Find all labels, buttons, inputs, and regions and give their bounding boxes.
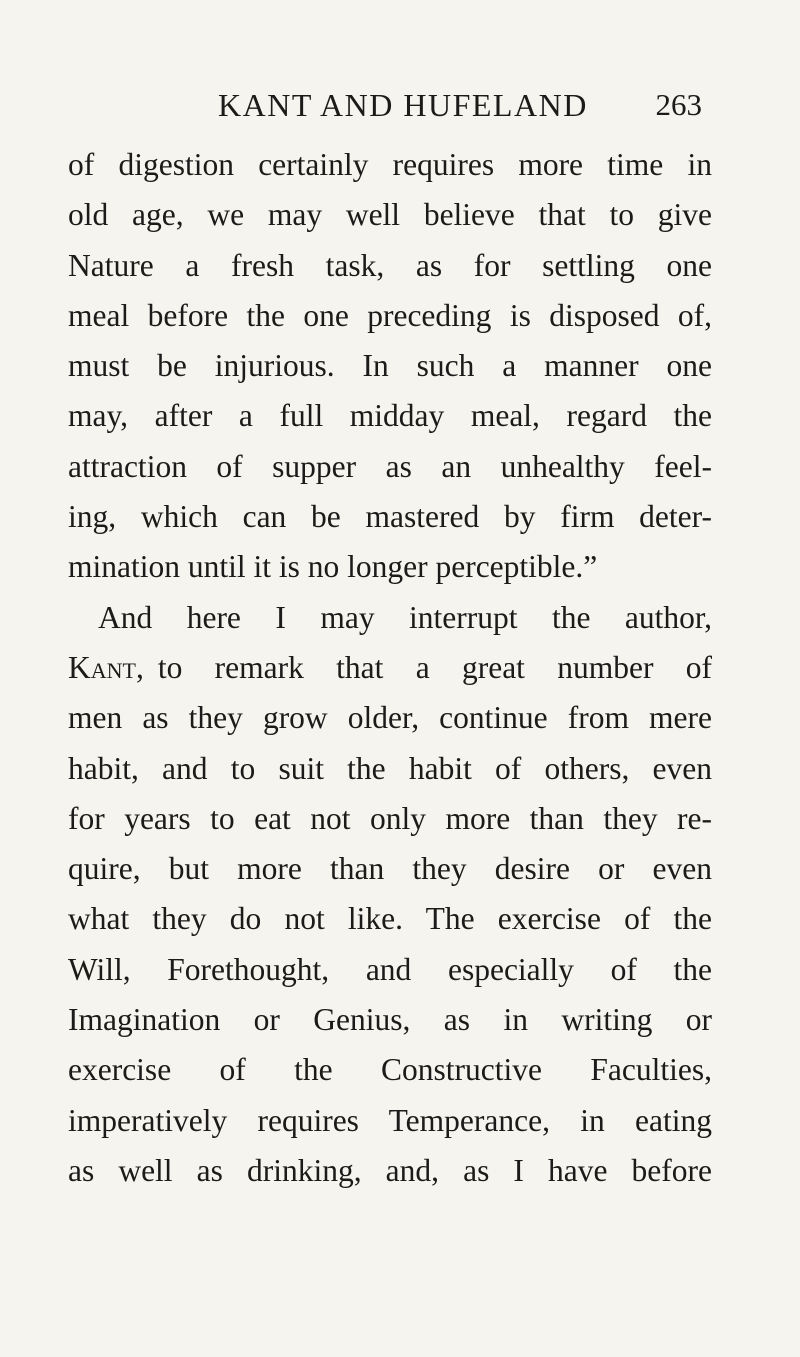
text-line-19: exercise of the Constructive Faculties, [68,1052,712,1088]
text-line-3: Nature a fresh task, as for settling one [68,247,712,283]
text-line-6: may, after a full midday meal, regard the [68,398,712,434]
text-line-17: Will, Forethought, and especially of the [68,951,712,987]
text-line-11 [68,643,712,693]
text-line-12: men as they grow older, continue from mere [68,700,712,736]
text-line-18: Imagination or Genius, as in writing or [68,1002,712,1038]
body-text [68,140,712,1196]
running-head [68,82,702,128]
text-line-9: mination until it is no longer perceptible.” [68,549,598,585]
text-line-1: of digestion certainly requires more time in [68,147,712,182]
text-line-4: meal before the one preceding is disposed of, [68,297,712,333]
text-line-20: imperatively requires Temperance, in eating [68,1102,712,1138]
text-line-8: ing, which can be mastered by firm deter- [68,499,712,535]
text-line-21: as well as drinking, and, as I have before [68,1152,712,1188]
text-line-11-rest: to remark that a great number of [157,649,712,685]
text-line-7: attraction of supper as an unhealthy feel- [68,448,712,484]
kant-name: Kant, [68,649,144,685]
text-line-16: what they do not like. The exercise of the [68,901,712,937]
page-number: 263 [655,87,702,122]
text-line-2: old age, we may well believe that to give [68,197,712,233]
running-title: KANT AND HUFELAND [218,87,588,123]
text-line-14: for years to eat not only more than they re- [68,800,712,836]
text-line-13: habit, and to suit the habit of others, even [68,750,712,786]
text-line-10: And here I may interrupt the author, [98,599,712,635]
text-line-5: must be injurious. In such a manner one [68,348,712,384]
text-line-15: quire, but more than they desire or even [68,851,712,887]
